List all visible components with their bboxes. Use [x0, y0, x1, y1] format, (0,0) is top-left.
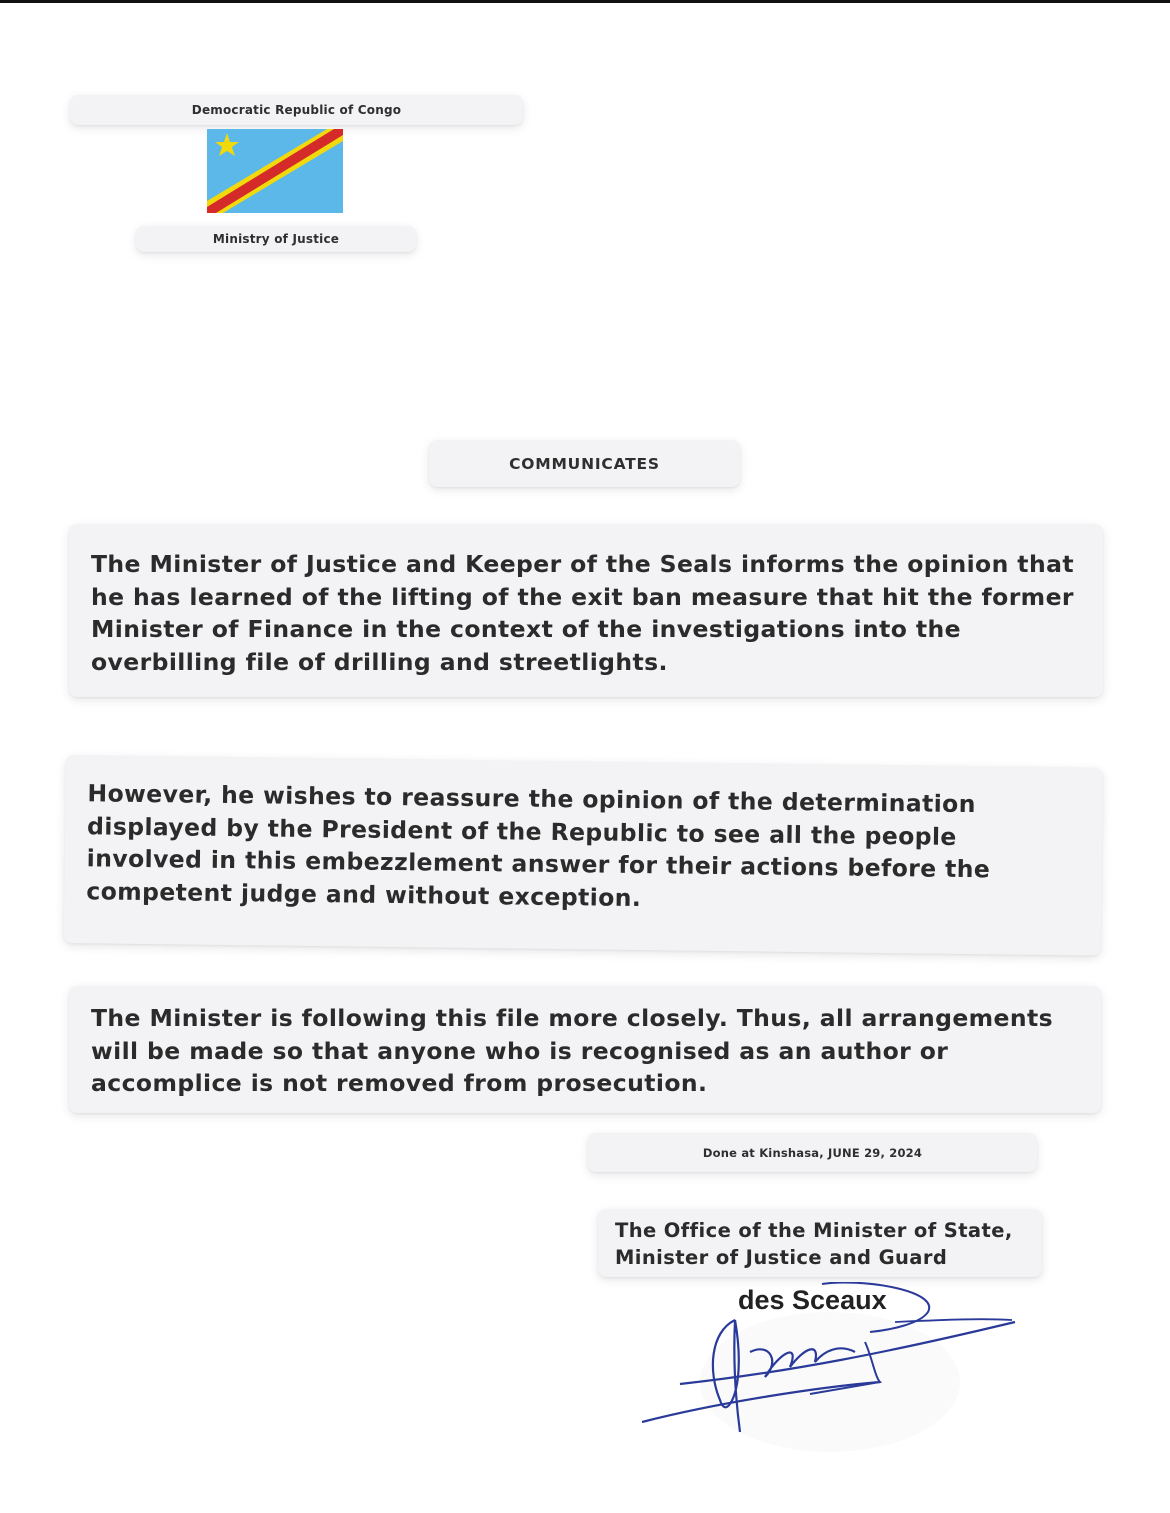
office-line-2: Minister of Justice and Guard	[615, 1246, 948, 1269]
sig-flourish	[895, 1319, 1012, 1322]
office-line-1: The Office of the Minister of State,	[615, 1219, 1013, 1242]
paragraph-1: The Minister of Justice and Keeper of the Seals informs the opinion that he has learned of the lifting of the exit ban measure that hit the former Minister of Finance in the context of the investigations into the overbilling file of drilling and streetlights.	[69, 524, 1103, 697]
signatory-office	[598, 1209, 1042, 1277]
country-label: Democratic Republic of Congo	[70, 95, 523, 125]
ministry-label: Ministry of Justice	[136, 226, 416, 252]
top-border-line	[0, 0, 1170, 3]
paragraph-3: The Minister is following this file more closely. Thus, all arrangements will be made so that anyone who is recognised as an author or accomplice is not removed from prosecution.	[69, 986, 1101, 1113]
drc-flag	[207, 129, 343, 213]
place-date: Done at Kinshasa, JUNE 29, 2024	[588, 1133, 1037, 1172]
paragraph-2: However, he wishes to reassure the opinion of the determination displayed by the President of the Republic to see all the people involved in this embezzlement answer for their actions before the competent judge and without exception.	[64, 755, 1103, 956]
document-heading: COMMUNICATES	[429, 440, 740, 487]
stamp-text: des Sceaux	[738, 1285, 887, 1315]
